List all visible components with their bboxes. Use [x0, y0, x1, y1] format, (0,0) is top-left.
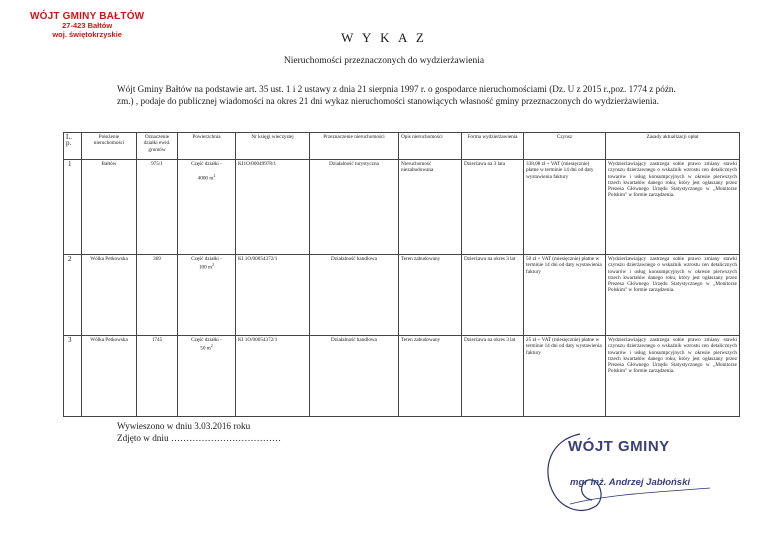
cell-purpose: Działalność handlowa [310, 336, 399, 417]
table-row [64, 336, 740, 417]
cell-location: Wólka Petkowska [82, 255, 137, 336]
cell-lp: 3 [64, 336, 82, 417]
document-subtitle: Nieruchomości przeznaczonych do wydzierżawienia [283, 56, 485, 66]
area-label: Część działki - [191, 161, 222, 167]
header-land-register: Nr księgi wieczystej [236, 133, 310, 160]
header-area: Powierzchnia [178, 133, 236, 160]
cell-description: Teren zabudowany [399, 336, 462, 417]
area-value: 4000 m [197, 176, 214, 183]
area-value: 100 m [198, 265, 213, 272]
header-rent: Czynsz [524, 133, 606, 160]
table-row [64, 255, 740, 336]
header-location: Położenie nieruchomości [82, 133, 137, 160]
cell-parcel: 975/1 [137, 160, 178, 255]
cell-lease-form: Dzierżawa na 3 lata [462, 160, 524, 255]
cell-rent: 50 zł + VAT (miesięcznie) płatne w terminie 14 dni od daty wystawienia faktury [524, 255, 606, 336]
cell-rent: 25 zł + VAT (miesięcznie) płatne w terminie 14 dni od daty wystawienia faktury [524, 336, 606, 417]
cell-lease-form: Dzierżawa na okres 3 lat [462, 336, 524, 417]
cell-location: Wólka Petkowska [82, 336, 137, 417]
area-value: 50 m [200, 346, 211, 353]
stamp-voivodeship: woj. świętokrzyskie [52, 29, 122, 39]
cell-update-rules: Wydzierżawiający zastrzega sobie prawo zmiany stawki czynszu dzierżawnego o wskaźnik wzrostu cen detalicznych towarów i usług konsumpcyjnych w okresie pierwszych trzech kwartałów danego roku, który jest ogłaszany przez Prezesa Głównego Urzędu Statystycznego w „Monitorze Polskim" w formie zarządzenia. [606, 160, 740, 255]
cell-purpose: Działalność handlowa [310, 255, 399, 336]
cell-area [178, 336, 236, 417]
area-label: Część działki - [191, 256, 222, 262]
cell-lp: 1 [64, 160, 82, 255]
table-header-row [64, 133, 740, 160]
cell-location: Bałtów [82, 160, 137, 255]
document-title: W Y K A Z [341, 30, 427, 45]
intro-paragraph: Wójt Gminy Bałtów na podstawie art. 35 ust. 1 i 2 ustawy z dnia 21 sierpnia 1997 r. o gospodarce nieruchomościami (Dz. U z 2015 r.,poz. 1774 z późn. zm.) , podaje do publicznej wiadomości na okres 21 dni wykaz nieruchomości stanowiących własność gminy przeznaczonych do wydzierżawienia. [117, 84, 676, 106]
cell-update-rules: Wydzierżawiający zastrzega sobie prawo zmiany stawki czynszu dzierżawnego o wskaźnik wzrostu cen detalicznych towarów i usług konsumpcyjnych w okresie pierwszych trzech kwartałów danego roku, który jest ogłaszany przez Prezesa Głównego Urzędu Statystycznego w „Monitorze Polskim" w formie zarządzenia. [606, 336, 740, 417]
area-unit-exponent: 2 [212, 262, 215, 268]
cell-parcel: 369 [137, 255, 178, 336]
area-label: Część działki - [191, 337, 222, 343]
signature-stamp-name: mgr inż. Andrzej Jabłoński [570, 477, 691, 488]
signature-stamp-title: WÓJT GMINY [568, 438, 670, 455]
cell-lp: 2 [64, 255, 82, 336]
cell-update-rules: Wydzierżawiający zastrzega sobie prawo zmiany stawki czynszu dzierżawnego o wskaźnik wzrostu cen detalicznych towarów i usług konsumpcyjnych w okresie pierwszych trzech kwartałów danego roku, który jest ogłaszany przez Prezesa Głównego Urzędu Statystycznego w „Monitorze Polskim" w formie zarządzenia. [606, 255, 740, 336]
cell-land-register: KI1O/00049978/1 [236, 160, 310, 255]
cell-land-register: KI 1O/00054372/1 [236, 255, 310, 336]
cell-area [178, 160, 236, 255]
cell-land-register: KI 1O/00054372/1 [236, 336, 310, 417]
header-description: Opis nieruchomości [399, 133, 462, 160]
header-lease-form: Forma wydzierżawienia [462, 133, 524, 160]
cell-purpose: Działalność turystyczna [310, 160, 399, 255]
signature-underline [570, 488, 710, 504]
cell-parcel: 1745 [137, 336, 178, 417]
property-list-table [63, 132, 740, 417]
header-lp: L. p. [64, 133, 82, 160]
header-update-rules: Zasady aktualizacji opłat [606, 133, 740, 160]
stamp-office-name: WÓJT GMINY BAŁTÓW [30, 11, 145, 22]
cell-rent: 338,08 zł + VAT (miesięcznie) płatne w terminie 14 dni od daty wystawienia faktury [524, 160, 606, 255]
posting-info [117, 420, 281, 444]
cell-description: Teren zabudowany [399, 255, 462, 336]
cell-area [178, 255, 236, 336]
stamp-postal-address: 27-423 Bałtów [62, 21, 113, 31]
removed-date: Zdjęto w dniu ……………………………… [117, 433, 282, 443]
cell-lease-form: Dzierżawa na okres 3 lat [462, 255, 524, 336]
area-unit-exponent: 2 [210, 343, 213, 349]
header-purpose: Przeznaczenie nieruchomości [310, 133, 399, 160]
posted-date: Wywieszono w dniu 3.03.2016 roku [117, 421, 251, 431]
header-parcel: Oznaczenie działki ewid. gruntów [137, 133, 178, 160]
cell-description: Nieruchomość niezabudowana [399, 160, 462, 255]
area-unit-exponent: 2 [213, 173, 216, 179]
table-row [64, 160, 740, 255]
